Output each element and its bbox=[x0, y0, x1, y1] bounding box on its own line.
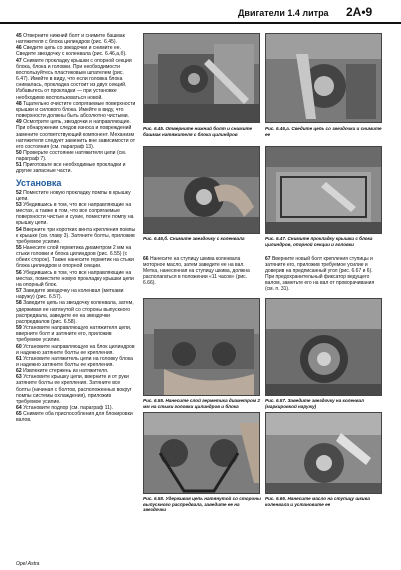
paragraph bbox=[16, 344, 136, 356]
paragraph bbox=[16, 45, 136, 57]
paragraph bbox=[16, 411, 136, 423]
paragraph-number: 66 bbox=[143, 256, 149, 262]
paragraph bbox=[16, 162, 136, 174]
paragraph-list-removal bbox=[16, 33, 136, 175]
paragraph-list-installation bbox=[16, 190, 136, 424]
paragraph bbox=[16, 150, 136, 162]
paragraph-number: 63 bbox=[16, 374, 22, 381]
caption-text: Нанесите масло на ступицу шкива коленвала и установите ее bbox=[265, 496, 370, 507]
paragraph bbox=[16, 288, 136, 300]
paragraph-text: Осмотрите цепь, звездочки и направляющие. При обнаружении следов износа и повреждений замените соответствующий компонент. Механизм натяжителя следует заменить вне зависимости от его состояния (см. параграф 13). bbox=[16, 119, 136, 150]
caption-fig-6-57 bbox=[265, 398, 383, 409]
paragraph-number: 59 bbox=[16, 325, 22, 332]
paragraph-number: 47 bbox=[16, 57, 22, 64]
photo-fig-6-66 bbox=[265, 412, 382, 494]
paragraph-text: Приготовьте все необходимые прокладки и другие запасные части. bbox=[16, 162, 126, 175]
paragraph bbox=[16, 33, 136, 45]
caption-text: Снимите прокладку крышки с блока цилиндров, опорной секции и головки bbox=[265, 236, 373, 247]
left-text-column bbox=[16, 33, 136, 424]
paragraph bbox=[16, 190, 136, 202]
caption-fig-6-55 bbox=[143, 398, 261, 409]
caption-label: Рис. 6.58. bbox=[143, 496, 165, 501]
paragraph-number: 60 bbox=[16, 343, 22, 350]
caption-text: Нанесите слой герметика диаметром 2 мм на стыки головки цилиндров и блока bbox=[143, 398, 260, 409]
caption-label: Рис. 6.45. bbox=[143, 126, 165, 131]
paragraph-number: 46 bbox=[16, 45, 22, 52]
paragraph-text: Установите подпор (см. параграф 11). bbox=[23, 405, 114, 412]
paragraph-text: Заведите цепь на звездочку коленвала, затем, удерживая ее натянутой со стороны выпускного распредвала, заведите ее на звездочки распредвалов (рис. 6.58). bbox=[16, 300, 134, 325]
caption-label: Рис. 6.47. bbox=[265, 236, 287, 241]
paragraph-number: 51 bbox=[16, 162, 22, 169]
caption-text: Заведите звездочку на коленвал (маркировкой наружу) bbox=[265, 398, 364, 409]
paragraph-number: 54 bbox=[16, 226, 22, 233]
paragraph bbox=[16, 300, 136, 325]
paragraph-number: 56 bbox=[16, 269, 22, 276]
photo-fig-6-58 bbox=[143, 412, 260, 494]
section-heading-installation: Установка bbox=[16, 177, 62, 188]
paragraph bbox=[16, 325, 136, 343]
paragraph-number: 57 bbox=[16, 288, 22, 295]
paragraph-number: 61 bbox=[16, 355, 22, 362]
photo-fig-6-46a bbox=[265, 33, 382, 123]
paragraph bbox=[16, 202, 136, 227]
photo-fig-6-47 bbox=[265, 146, 382, 234]
paragraph-number: 45 bbox=[16, 33, 22, 39]
paragraph-text: Тщательно очистите сопрягаемые поверхности крышки и силового блока. Имейте в виду, что поверхности должны быть абсолютно чистыми. bbox=[16, 100, 136, 120]
caption-fig-6-66 bbox=[265, 496, 383, 507]
paragraph-text: Убедившись в том, что все направляющие на местах, поместите новую прокладку крышки цепи на опорный блок. bbox=[16, 269, 134, 288]
caption-text: Сведите цепь со звездочки и снимите ее bbox=[265, 126, 382, 137]
paragraph-text: Сведите цепь со звездочки и снимите ее. Сведите звездочку с коленвала (рис. 6.46,а,б). bbox=[16, 45, 127, 58]
paragraph-number: 52 bbox=[16, 189, 22, 196]
paragraph-text: Извлеките стержень из натяжителя. bbox=[23, 368, 109, 375]
caption-text: Отверните нижний болт и снимите башмак натяжителя с блока цилиндров bbox=[143, 126, 253, 137]
header-rule bbox=[0, 22, 401, 24]
paragraph-text: Проверьте состояние натяжителя цепи (см. параграф 7). bbox=[16, 149, 127, 163]
caption-label: Рис. 6.55. bbox=[143, 398, 165, 403]
paragraph bbox=[16, 270, 136, 288]
paragraph bbox=[16, 245, 136, 270]
paragraph-text: Нанесите на ступицу шкива коленвала моторное масло, затем заведите ее на вал. Метка, нанесенная на ступицу шкива, должна располагаться в положении «11 часов» (рис. 6.66). bbox=[143, 256, 250, 286]
paragraph-number: 58 bbox=[16, 300, 22, 307]
photo-fig-6-46b bbox=[143, 146, 260, 234]
paragraph-67 bbox=[265, 256, 383, 292]
paragraph bbox=[16, 227, 136, 245]
paragraph-text: Убедившись в том, что все направляющие на местах, а также в том, что все сопрягаемые поверхности чистые и сухие, поместите помпу на крышку цепи. bbox=[16, 201, 134, 227]
photo-fig-6-45 bbox=[143, 33, 260, 123]
paragraph-number: 53 bbox=[16, 201, 22, 208]
page-header-title: Двигатели 1.4 литра bbox=[238, 8, 329, 18]
paragraph-text: Установите направляющую на блок цилиндров и надежно затяните болты ее крепления. bbox=[16, 343, 135, 356]
paragraph-number: 67 bbox=[265, 256, 271, 262]
caption-text: Снимите звездочку с коленвала bbox=[169, 236, 245, 241]
paragraph bbox=[16, 374, 136, 405]
paragraph-number: 55 bbox=[16, 245, 22, 251]
paragraph-text: Заведите звездочку на коленвал (метками наружу) (рис. 6.57). bbox=[16, 288, 124, 301]
paragraph-number: 65 bbox=[16, 411, 22, 418]
paragraph-text: Вверните новый болт крепления ступицы и затяните его, приложив требуемое усилие и доверив на предписанный угол (рис. 6.67 и 6). При предохранительный фиксатор ведущего валом, заметьте его на вал от проворачивания (см. п. 31). bbox=[265, 256, 375, 292]
footer-brand: Opel Astra bbox=[16, 561, 40, 567]
caption-fig-6-45 bbox=[143, 126, 261, 137]
paragraph bbox=[16, 356, 136, 368]
paragraph bbox=[16, 58, 136, 101]
caption-fig-6-46a bbox=[265, 126, 383, 137]
paragraph-number: 50 bbox=[16, 149, 22, 156]
photo-fig-6-57 bbox=[265, 298, 382, 396]
caption-label: Рис. 6.46,а. bbox=[265, 126, 291, 131]
paragraph-number: 48 bbox=[16, 100, 22, 107]
caption-label: Рис. 6.46,б. bbox=[143, 236, 169, 241]
caption-label: Рис. 6.66. bbox=[265, 496, 287, 501]
caption-fig-6-58 bbox=[143, 496, 261, 513]
paragraph-number: 62 bbox=[16, 368, 22, 375]
caption-fig-6-46b bbox=[143, 236, 261, 242]
paragraph-text: Вверните три коротких винта крепления помпы к крышке (см. главу 3). Затяните болты, приложив требуемое усилие. bbox=[16, 226, 136, 245]
paragraph-text: Установите крышку цепи, вверните и от руки затяните болты ее крепления. Затяните все болты (начиная с болтов, расположенных вокруг помпы системы охлаждения), приложив требуемое усилие. bbox=[16, 374, 132, 405]
caption-label: Рис. 6.57. bbox=[265, 398, 287, 403]
paragraph-text: Снимите оба приспособления для блокировки валов. bbox=[16, 411, 133, 424]
paragraph-66 bbox=[143, 256, 261, 286]
paragraph bbox=[16, 101, 136, 119]
paragraph-text: Поместите новую прокладку помпы в крышку цепи. bbox=[16, 189, 131, 202]
paragraph-text: Нанесите слой герметика диаметром 2 мм на стыки головки и блока цилиндров (рис. 6.55) (с обеих сторон). Также нанесите герметик на стыки блока цилиндров и опорной секции. bbox=[16, 245, 134, 270]
paragraph-text: Установите направляющую натяжителя цепи, вверните болт и затяните его, приложив требуемое усилие. bbox=[16, 325, 132, 344]
paragraph bbox=[16, 119, 136, 150]
caption-text: Удерживая цепь натянутой со стороны выпускного распредвала, заведите ее на звездочки bbox=[143, 496, 261, 513]
paragraph-number: 64 bbox=[16, 405, 22, 412]
paragraph-text: Отверните нижний болт и снимите башмак натяжителя с блока цилиндров (рис. 6.45). bbox=[16, 33, 125, 46]
photo-fig-6-55 bbox=[143, 298, 260, 396]
paragraph-text: Установите натяжитель цепи на головку блока и надежно затяните болты ее крепления. bbox=[16, 355, 134, 368]
page-number: 2A•9 bbox=[346, 5, 373, 19]
paragraph-number: 49 bbox=[16, 119, 22, 126]
caption-fig-6-47 bbox=[265, 236, 383, 247]
paragraph-text: Снимите прокладку крышки с опорной секции блока, блока и головки. При необходимости воспользуйтесь пластиковым шпателем (рис. 6.47). Имейте в виду, что если головка блока снималась, прокладка состоит из двух секций. Избавьтесь от прокладки — при установке необходимо воспользоваться новой. bbox=[16, 57, 132, 101]
